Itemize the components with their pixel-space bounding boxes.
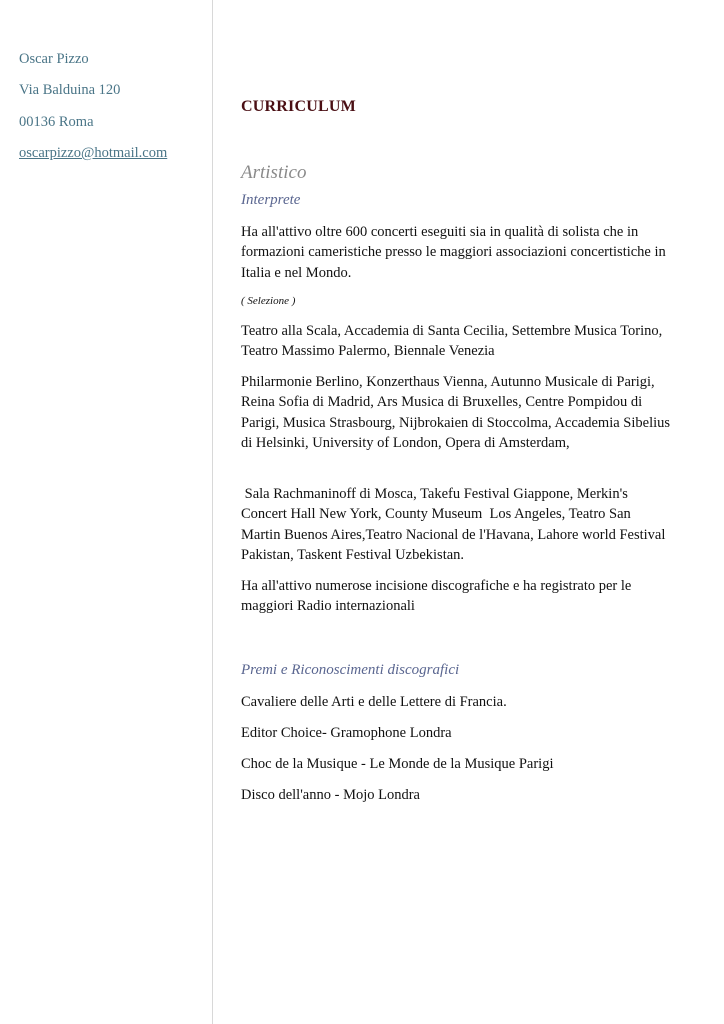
section-heading-artistico: Artistico (241, 162, 307, 183)
contact-sidebar (0, 0, 213, 1024)
subheading-interprete: Interprete (241, 192, 301, 208)
paragraph-venues-italy: Teatro alla Scala, Accademia di Santa Cecilia, Settembre Musica Torino, Teatro Massimo Palermo, Biennale Venezia (241, 323, 663, 360)
page-title: CURRICULUM (241, 98, 356, 115)
contact-street: Via Balduina 120 (19, 82, 121, 98)
paragraph-venues-world: Sala Rachmaninoff di Mosca, Takefu Festival Giappone, Merkin's Concert Hall New York, County Museum Los Angeles, Teatro San Martin Buenos Aires,Teatro Nacional de l'Havana, Lahore world Festival Pakistan, Taskent Festival Uzbekistan. (241, 486, 670, 563)
award-item: Cavaliere delle Arti e delle Lettere di Francia. (241, 694, 507, 710)
selection-note: ( Selezione ) (241, 295, 296, 307)
paragraph-intro: Ha all'attivo oltre 600 concerti eseguiti sia in qualità di solista che in formazioni cameristiche presso le maggiori associazioni concertistiche in Italia e nel Mondo. (241, 224, 666, 281)
paragraph-recordings: Ha all'attivo numerose incisione discografiche e ha registrato per le maggiori Radio internazionali (241, 578, 632, 615)
subheading-awards: Premi e Riconoscimenti discografici (241, 662, 460, 678)
contact-city: 00136 Roma (19, 114, 94, 130)
award-item: Disco dell'anno - Mojo Londra (241, 787, 420, 803)
contact-email-link[interactable]: oscarpizzo@hotmail.com (19, 145, 168, 161)
award-item: Editor Choice- Gramophone Londra (241, 725, 452, 741)
contact-name: Oscar Pizzo (19, 51, 89, 67)
paragraph-venues-europe: Philarmonie Berlino, Konzerthaus Vienna, Autunno Musicale di Parigi, Reina Sofia di Madrid, Ars Musica di Bruxelles, Centre Pompidou di Parigi, Musica Strasbourg, Nijbrokaien di Stoccolma, Accademia Sibelius di Helsinki, University of London, Opera di Amsterdam, (241, 374, 671, 451)
award-item: Choc de la Musique - Le Monde de la Musique Parigi (241, 756, 554, 772)
